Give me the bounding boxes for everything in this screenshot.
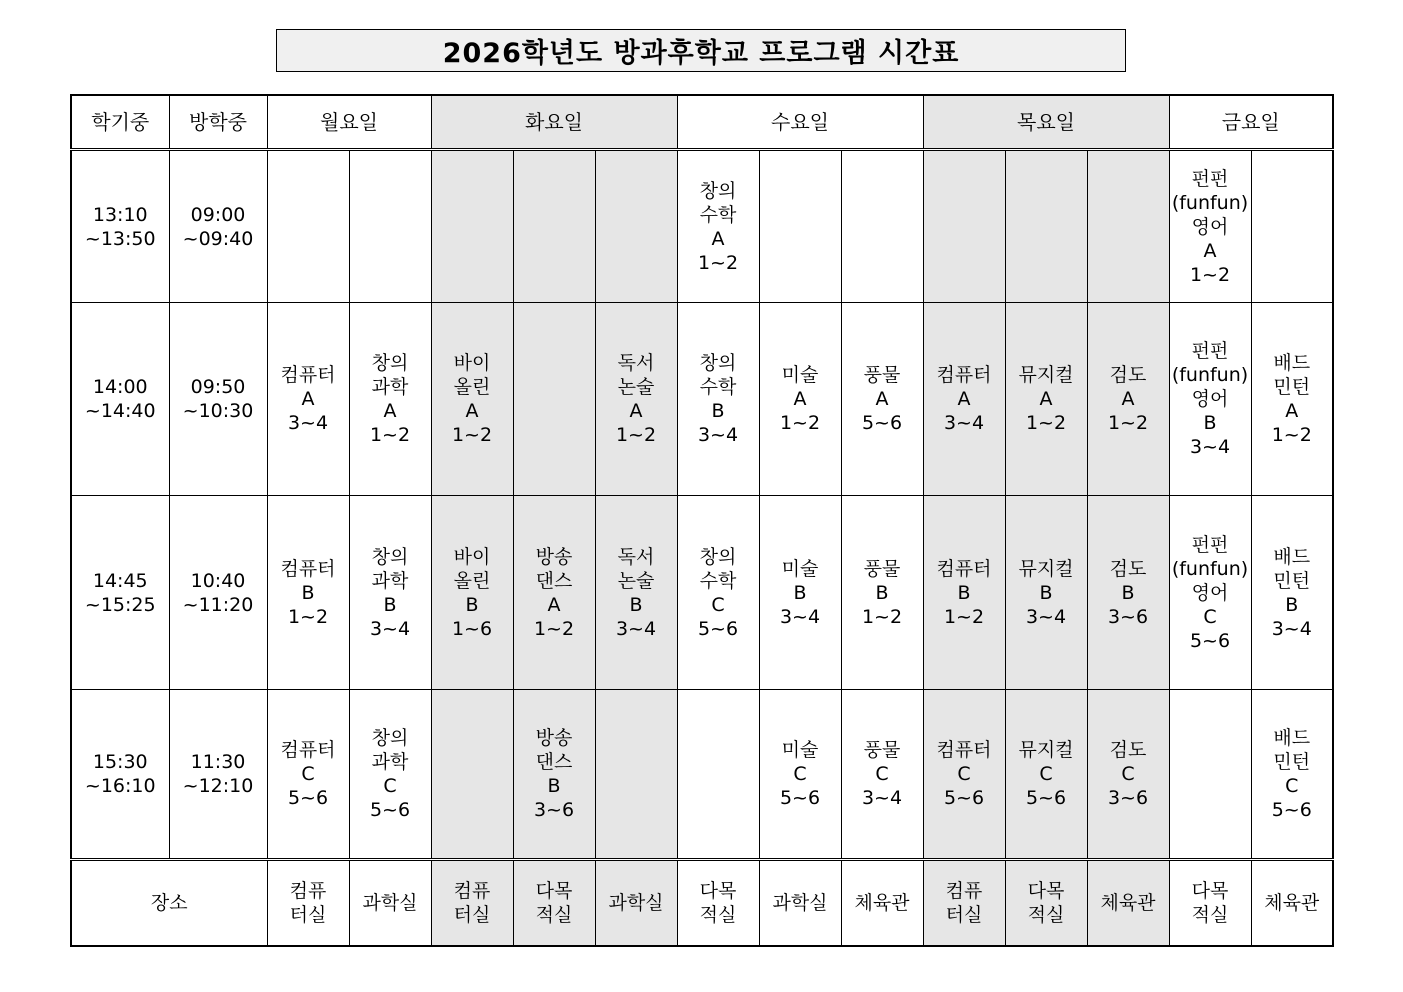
class-cell-fri: 펀펀 (funfun) 영어 C 5~6 (1169, 496, 1251, 690)
class-cell-fri: 펀펀 (funfun) 영어 A 1~2 (1169, 150, 1251, 303)
class-cell-wed (841, 150, 923, 303)
header-thursday: 목요일 (923, 95, 1169, 150)
place-cell-tue: 다목 적실 (513, 860, 595, 947)
period-row-2 (71, 303, 1333, 496)
timetable-title (276, 29, 1126, 72)
class-cell-tue: 독서 논술 B 3~4 (595, 496, 677, 690)
class-cell-thu: 검도 A 1~2 (1087, 303, 1169, 496)
class-cell-wed: 미술 A 1~2 (759, 303, 841, 496)
class-cell-wed: 창의 수학 B 3~4 (677, 303, 759, 496)
class-cell-wed (759, 150, 841, 303)
vacation-time: 11:30 ~12:10 (169, 690, 267, 860)
title-text: 2026학년도 방과후학교 프로그램 시간표 (442, 38, 960, 69)
class-cell-tue: 바이 올린 A 1~2 (431, 303, 513, 496)
class-cell-wed: 풍물 B 1~2 (841, 496, 923, 690)
class-cell-mon: 창의 과학 C 5~6 (349, 690, 431, 860)
header-monday: 월요일 (267, 95, 431, 150)
class-cell-mon: 창의 과학 B 3~4 (349, 496, 431, 690)
class-cell-wed: 미술 B 3~4 (759, 496, 841, 690)
vacation-time: 09:50 ~10:30 (169, 303, 267, 496)
class-cell-wed: 창의 수학 A 1~2 (677, 150, 759, 303)
class-cell-tue: 방송 댄스 B 3~6 (513, 690, 595, 860)
class-cell-mon (267, 150, 349, 303)
class-cell-thu (1005, 150, 1087, 303)
class-cell-thu: 검도 B 3~6 (1087, 496, 1169, 690)
place-cell-wed: 체육관 (841, 860, 923, 947)
class-cell-mon: 창의 과학 A 1~2 (349, 303, 431, 496)
vacation-time: 10:40 ~11:20 (169, 496, 267, 690)
header-friday: 금요일 (1169, 95, 1333, 150)
class-cell-wed: 풍물 A 5~6 (841, 303, 923, 496)
period-row-3 (71, 496, 1333, 690)
place-cell-tue: 과학실 (595, 860, 677, 947)
place-cell-thu: 다목 적실 (1005, 860, 1087, 947)
class-cell-tue (513, 150, 595, 303)
place-cell-wed: 과학실 (759, 860, 841, 947)
class-cell-wed: 풍물 C 3~4 (841, 690, 923, 860)
header-vacation: 방학중 (169, 95, 267, 150)
class-cell-thu: 뮤지컬 A 1~2 (1005, 303, 1087, 496)
class-cell-tue: 독서 논술 A 1~2 (595, 303, 677, 496)
class-cell-fri: 배드 민턴 A 1~2 (1251, 303, 1333, 496)
semester-time: 14:00 ~14:40 (71, 303, 169, 496)
period-row-1 (71, 150, 1333, 303)
header-wednesday: 수요일 (677, 95, 923, 150)
class-cell-thu (923, 150, 1005, 303)
class-cell-thu (1087, 150, 1169, 303)
place-cell-tue: 컴퓨 터실 (431, 860, 513, 947)
header-row (71, 95, 1333, 150)
class-cell-tue: 방송 댄스 A 1~2 (513, 496, 595, 690)
class-cell-tue (513, 303, 595, 496)
class-cell-fri: 펀펀 (funfun) 영어 B 3~4 (1169, 303, 1251, 496)
class-cell-fri: 배드 민턴 C 5~6 (1251, 690, 1333, 860)
class-cell-thu: 컴퓨터 B 1~2 (923, 496, 1005, 690)
class-cell-fri (1169, 690, 1251, 860)
class-cell-thu: 컴퓨터 C 5~6 (923, 690, 1005, 860)
class-cell-thu: 검도 C 3~6 (1087, 690, 1169, 860)
class-cell-mon (349, 150, 431, 303)
class-cell-tue (431, 690, 513, 860)
class-cell-mon: 컴퓨터 A 3~4 (267, 303, 349, 496)
class-cell-mon: 컴퓨터 C 5~6 (267, 690, 349, 860)
place-cell-thu: 체육관 (1087, 860, 1169, 947)
class-cell-tue (595, 690, 677, 860)
place-cell-thu: 컴퓨 터실 (923, 860, 1005, 947)
place-cell-fri: 다목 적실 (1169, 860, 1251, 947)
class-cell-thu: 뮤지컬 B 3~4 (1005, 496, 1087, 690)
place-cell-mon: 과학실 (349, 860, 431, 947)
class-cell-wed: 창의 수학 C 5~6 (677, 496, 759, 690)
place-cell-mon: 컴퓨 터실 (267, 860, 349, 947)
semester-time: 13:10 ~13:50 (71, 150, 169, 303)
place-cell-wed: 다목 적실 (677, 860, 759, 947)
class-cell-tue (595, 150, 677, 303)
semester-time: 14:45 ~15:25 (71, 496, 169, 690)
timetable (70, 94, 1334, 947)
place-cell-fri: 체육관 (1251, 860, 1333, 947)
semester-time: 15:30 ~16:10 (71, 690, 169, 860)
class-cell-mon: 컴퓨터 B 1~2 (267, 496, 349, 690)
place-label: 장소 (71, 860, 267, 947)
class-cell-thu: 뮤지컬 C 5~6 (1005, 690, 1087, 860)
period-row-4 (71, 690, 1333, 860)
class-cell-tue (431, 150, 513, 303)
class-cell-fri (1251, 150, 1333, 303)
class-cell-fri: 배드 민턴 B 3~4 (1251, 496, 1333, 690)
class-cell-tue: 바이 올린 B 1~6 (431, 496, 513, 690)
vacation-time: 09:00 ~09:40 (169, 150, 267, 303)
class-cell-wed: 미술 C 5~6 (759, 690, 841, 860)
class-cell-thu: 컴퓨터 A 3~4 (923, 303, 1005, 496)
header-tuesday: 화요일 (431, 95, 677, 150)
header-semester: 학기중 (71, 95, 169, 150)
place-row (71, 860, 1333, 947)
class-cell-wed (677, 690, 759, 860)
